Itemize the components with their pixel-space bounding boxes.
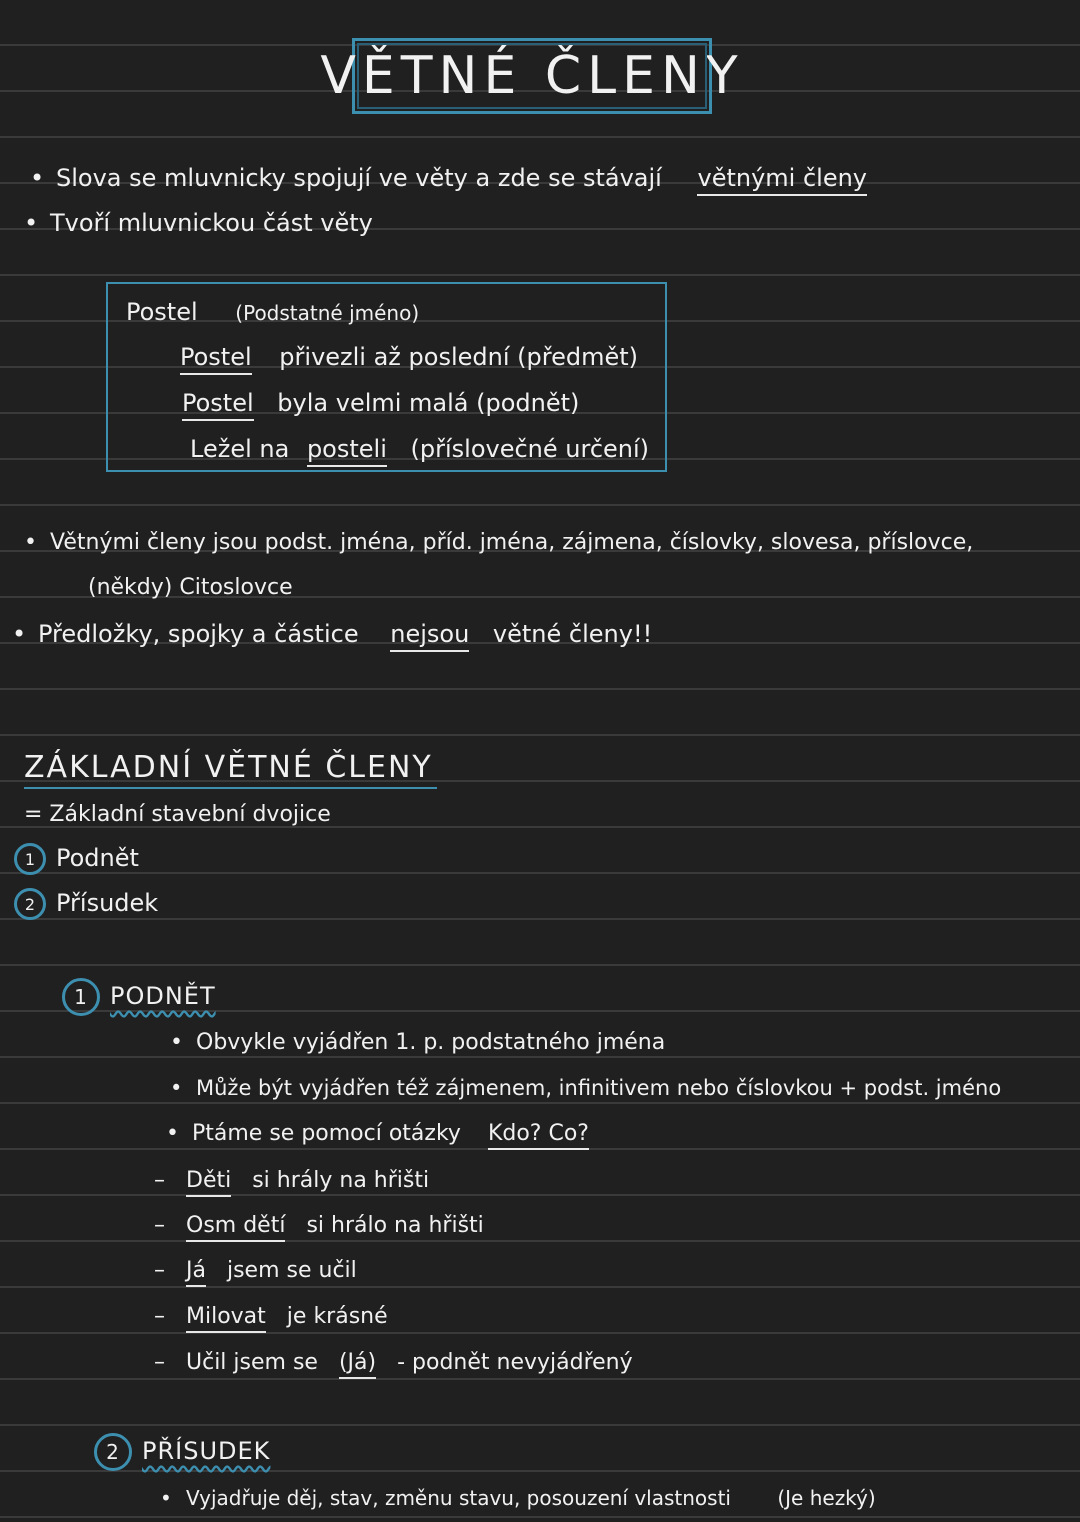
prisudek-heading [94, 1433, 270, 1471]
example-note: (Podstatné jméno) [235, 301, 420, 325]
podnet-example-4-rest: je krásné [286, 1304, 388, 1329]
podnet-example-3 [186, 1258, 357, 1283]
parts-bullet-1: • Větnými členy jsou podst. jména, příd. jména, zájmena, číslovky, slovesa, příslovce, [50, 530, 973, 555]
podnet-example-4-underlined: Milovat [186, 1304, 266, 1333]
example-line-4-underlined: posteli [307, 435, 387, 467]
parts-bullet-2-rest: větné členy!! [492, 620, 653, 648]
podnet-example-5-start: Učil jsem se [186, 1350, 318, 1375]
intro-bullet-2: • Tvoří mluvnickou část věty [50, 209, 373, 237]
podnet-bullet-1: • Obvykle vyjádřen 1. p. podstatného jména [196, 1030, 665, 1055]
podnet-bullet-3-underlined: Kdo? Co? [488, 1121, 589, 1150]
basic-definition: = Základní stavební dvojice [24, 802, 331, 827]
podnet-example-3-rest: jsem se učil [226, 1258, 357, 1283]
number-badge-2: 2 [14, 888, 46, 920]
podnet-example-2-rest: si hrálo na hřišti [306, 1213, 484, 1238]
prisudek-bullet-1-note: (Je hezký) [777, 1486, 876, 1510]
basic-item-2-label: Přísudek [56, 889, 159, 917]
example-line-3-underlined: Postel [182, 389, 254, 421]
example-line-4-rest: (příslovečné určení) [410, 435, 650, 463]
podnet-example-1 [186, 1168, 429, 1193]
example-line-4 [190, 435, 649, 463]
example-line-1 [126, 298, 419, 326]
parts-bullet-1-cont: (někdy) Citoslovce [88, 575, 293, 600]
number-badge-1: 1 [14, 843, 46, 875]
number-badge-prisudek: 2 [94, 1433, 132, 1471]
example-line-2-underlined: Postel [180, 343, 252, 375]
podnet-example-1-underlined: Děti [186, 1168, 231, 1197]
number-badge-podnet: 1 [62, 978, 100, 1016]
example-line-4-start: Ležel na [190, 435, 290, 463]
podnet-example-5-underlined: (Já) [339, 1350, 376, 1379]
intro-bullet-1-underlined: větnými členy [697, 164, 867, 196]
prisudek-bullet-1-text: Vyjadřuje děj, stav, změnu stavu, posouzení vlastnosti [186, 1486, 731, 1510]
podnet-example-2 [186, 1213, 484, 1238]
podnet-bullet-3-start: Ptáme se pomocí otázky [192, 1121, 461, 1146]
parts-bullet-2-start: Předložky, spojky a částice [38, 620, 359, 648]
basic-heading [24, 750, 437, 785]
podnet-example-4 [186, 1304, 388, 1329]
basic-item-2 [14, 888, 158, 920]
podnet-bullet-3 [192, 1121, 589, 1146]
parts-bullet-2 [38, 620, 652, 648]
podnet-example-5-rest: - podnět nevyjádřený [397, 1350, 633, 1375]
intro-bullet-1 [56, 164, 867, 192]
example-line-2-rest: přivezli až poslední (předmět) [279, 343, 638, 371]
prisudek-bullet-1 [186, 1486, 876, 1510]
prisudek-heading-text: PŘÍSUDEK [142, 1437, 271, 1465]
podnet-bullet-2: • Může být vyjádřen též zájmenem, infinitivem nebo číslovkou + podst. jméno [196, 1076, 1001, 1100]
podnet-example-1-rest: si hrály na hřišti [252, 1168, 430, 1193]
intro-bullet-1-text: Slova se mluvnicky spojují ve věty a zde se stávají [56, 164, 662, 192]
basic-item-1 [14, 843, 139, 875]
parts-bullet-2-underlined: nejsou [390, 620, 469, 652]
example-line-3-rest: byla velmi malá (podnět) [277, 389, 580, 417]
podnet-heading [62, 978, 216, 1016]
podnet-example-5 [186, 1350, 633, 1375]
podnet-example-2-underlined: Osm dětí [186, 1213, 285, 1242]
example-word: Postel [126, 298, 198, 326]
example-line-2 [180, 343, 638, 371]
podnet-example-3-underlined: Já [186, 1258, 206, 1287]
example-line-3 [182, 389, 579, 417]
basic-heading-text: ZÁKLADNÍ VĚTNÉ ČLENY [24, 750, 437, 789]
basic-item-1-label: Podnět [56, 844, 139, 872]
podnet-heading-text: PODNĚT [110, 982, 216, 1010]
page-title: VĚTNÉ ČLENY [352, 38, 712, 114]
